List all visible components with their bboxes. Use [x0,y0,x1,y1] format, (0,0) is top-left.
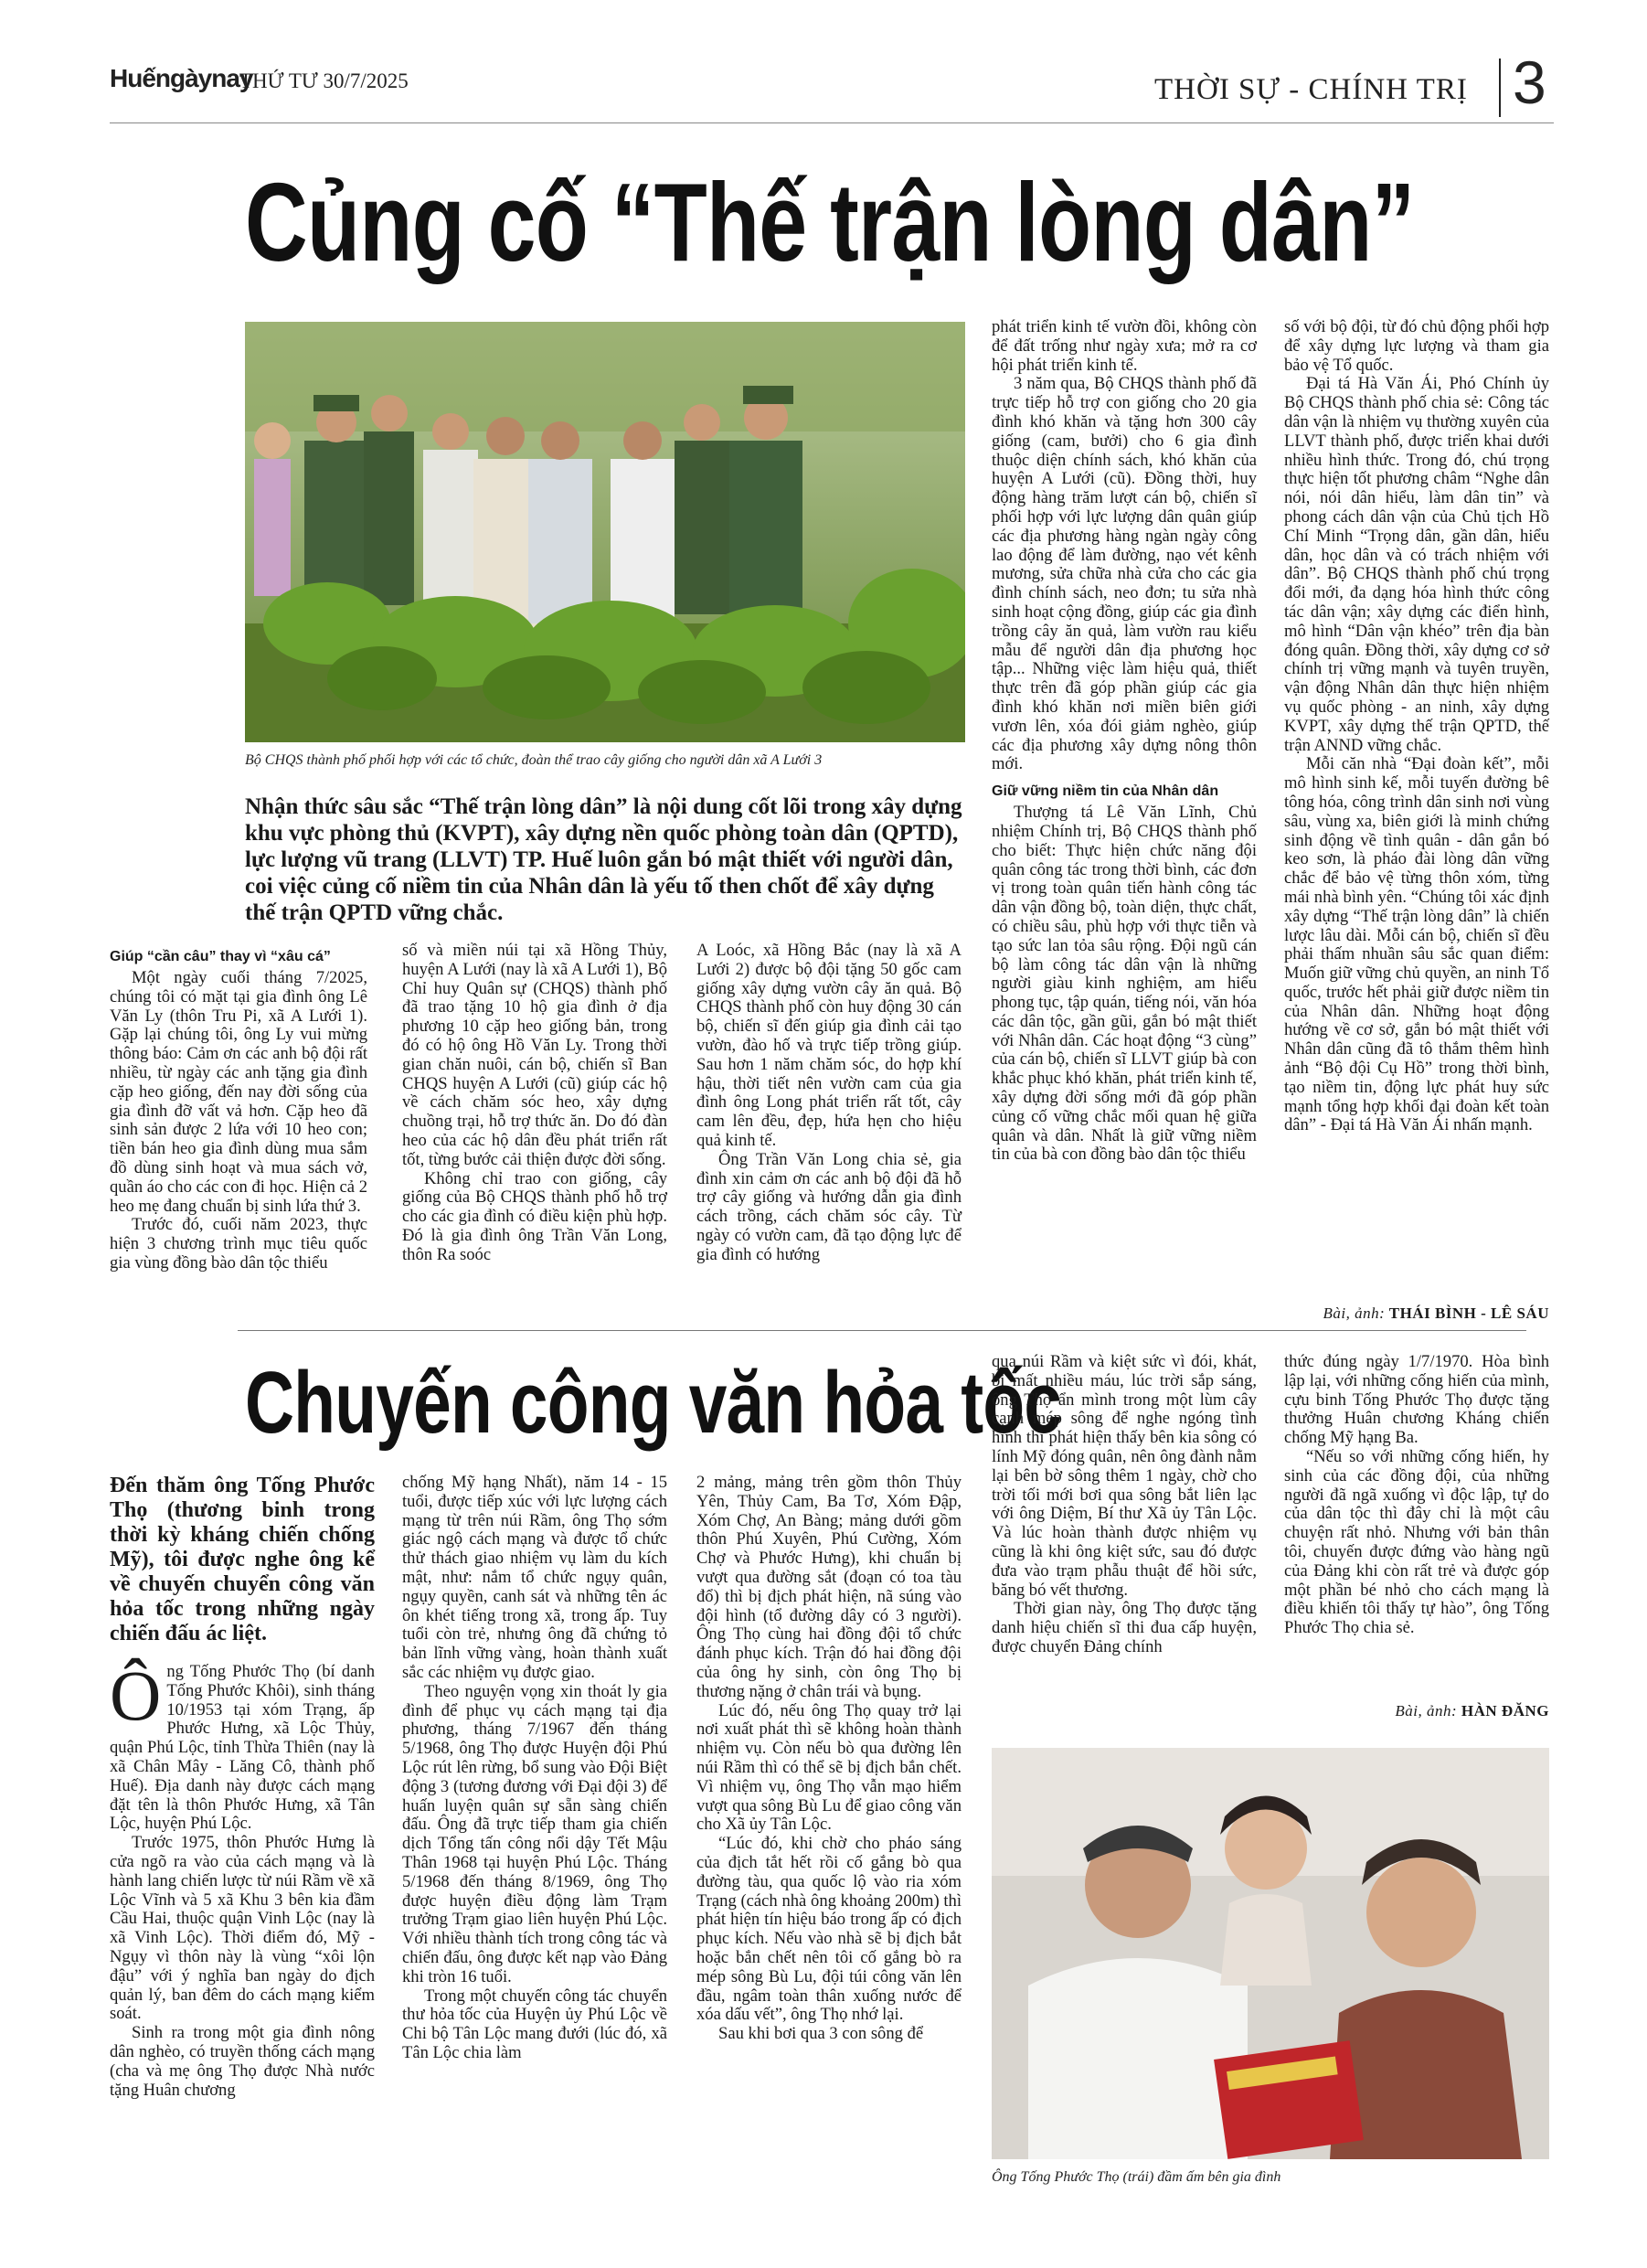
article1-photo [245,322,965,742]
paragraph-text: ng Tống Phước Thọ (bí danh Tống Phước Khôi), sinh tháng 10/1953 tại xóm Trạng, ấp Phước Hưng, xã Lộc Thủy, quận Phú Lộc, tỉnh Thừa Thiên (nay là xã Chân Mây - Lăng Cô, thành phố Huế). Địa danh này được cách mạng đặt tên là thôn Phước Hưng, xã Tân Lộc, huyện Phú Lộc. [110,1662,375,1834]
article1-lead: Nhận thức sâu sắc “Thế trận lòng dân” là nội dung cốt lõi trong xây dựng khu vực phòng thủ (KVPT), xây dựng nền quốc phòng toàn dân (QPTD), lực lượng vũ trang (LLVT) TP. Huế luôn gắn bó mật thiết với người dân, coi việc củng cố niềm tin của Nhân dân là yếu tố then chốt để xây dựng thế trận QPTD vững chắc. [245,794,962,925]
paragraph: A Loóc, xã Hồng Bắc (nay là xã A Lưới 2) được bộ đội tặng 50 gốc cam giống xây dựng vườn cây ăn quả. Bộ CHQS thành phố còn huy động 30 cán bộ, chiến sĩ đến giúp gia đình cải tạo vườn, đào hố và trực tiếp trồng giúp. Sau hơn 1 năm chăm sóc, do hợp khí hậu, thời tiết nên vườn cam của gia đình ông Long phát triển rất tốt, cây cam lên đều, đẹp, hứa hẹn cho hiệu quả kinh tế. [696,941,962,1150]
paragraph: Ông Trần Văn Long chia sẻ, gia đình xin cảm ơn các anh bộ đội đã hỗ trợ cây giống và hướng dẫn gia đình cách trồng, cách chăm sóc cây. Từ ngày có vườn cam, đã tạo động lực để gia đình có hướng [696,1149,962,1264]
article2-column-4 [992,1353,1257,1657]
paragraph: Theo nguyện vọng xin thoát ly gia đình để phục vụ cách mạng tại địa phương, tháng 7/1967 đến tháng 5/1968, ông Thọ được Huyện đội Phú Lộc rút lên rừng, bổ sung vào Đội Biệt động 3 (tương đương với Đại đội 3) để huấn luyện quân sự sẵn sàng chiến đấu. Ông đã trực tiếp tham gia chiến dịch Tổng tấn công nổi dậy Tết Mậu Thân 1968 tại huyện Phú Lộc. Tháng 5/1968 đến tháng 8/1969, ông Thọ được huyện điều động làm Trạm trưởng Trạm giao liên huyện Phú Lộc. Với nhiều thành tích trong công tác và chiến đấu, ông được kết nạp vào Đảng khi tròn 16 tuổi. [402,1681,667,1986]
paragraph: Đại tá Hà Văn Ái, Phó Chính ủy Bộ CHQS thành phố chia sẻ: Công tác dân vận là nhiệm vụ thường xuyên của LLVT thành phố, được triển khai dưới nhiều hình thức. Trong đó, chú trọng thực hiện tốt phương châm “Nghe dân nói, nói dân hiểu, làm dân tin” và phong cách dân vận của Chủ tịch Hồ Chí Minh “Trọng dân, gần dân, hiểu dân, học dân và có trách nhiệm với dân”. Bộ CHQS thành phố chú trọng đổi mới, đa dạng hóa hình thức công tác dân vận; xây dựng các điển hình, mô hình “Dân vận khéo” trên địa bàn đóng quân. Đồng thời, xây dựng cơ sở chính trị vững mạnh và tuyên truyền, vận động Nhân dân thực hiện nhiệm vụ quốc phòng - an ninh, xây dựng KVPT, xây dựng thế trận QPTD, thế trận ANND vững chắc. [1284,374,1549,755]
paragraph: thức đúng ngày 1/7/1970. Hòa bình lập lại, với những cống hiến của mình, cựu binh Tống Phước Thọ được tặng thưởng Huân chương Kháng chiến chống Mỹ hạng Ba. [1284,1352,1549,1448]
page-number: 3 [1513,48,1546,116]
paragraph: chống Mỹ hạng Nhất), năm 14 - 15 tuổi, được tiếp xúc với lực lượng cách mạng từ trên núi Rầm, ông Thọ sớm giác ngộ cách mạng và được tổ chức thử thách giao nhiệm vụ làm du kích mật, như: nắm tổ chức ngụy quân, ngụy quyền, canh sát và những tên ác ôn khét tiếng trong xã, trong ấp. Tuy tuổi còn trẻ, nhưng ông đã chứng tỏ bản lĩnh vững vàng, hoàn thành xuất sắc các nhiệm vụ được giao. [402,1473,667,1682]
paragraph: Sau khi bơi qua 3 con sông để [718,2024,924,2044]
byline-label: Bài, ảnh: [1395,1702,1458,1720]
article1-column-2 [402,942,667,1265]
paragraph: Mỗi căn nhà “Đại đoàn kết”, mỗi mô hình sinh kế, mỗi tuyến đường bê tông hóa, công trình dân sinh nơi vùng sâu, vùng xa, biên giới là minh chứng sinh động về tình quân - dân gắn bó keo sơn, là pháo đài lòng dân vững chắc để bảo vệ từng thôn xóm, từng mái nhà bình yên. “Chúng tôi xác định xây dựng “Thế trận lòng dân” là chiến lược lâu dài. Mỗi cán bộ, chiến sĩ đều phải thấm nhuần sâu sắc quan điểm: Muốn giữ vững chủ quyền, an ninh Tổ quốc, trước hết phải giữ được niềm tin của Nhân dân. Những hoạt động hướng về cơ sở, gắn bó mật thiết với Nhân dân cũng đã tô thắm thêm hình ảnh “Bộ đội Cụ Hồ” trong thời bình, tạo niềm tin, động lực phát huy sức mạnh tổng hợp khối đại đoàn kết toàn dân” - Đại tá Hà Văn Ái nhấn mạnh. [1284,754,1549,1135]
paragraph: qua núi Rầm và kiệt sức vì đói, khát, bị mất nhiều máu, lúc trời sắp sáng, ông Thọ ẩn mình trong một lùm cây cạnh mép sông để nghe ngóng tình hình thì phát hiện thấy bên kia sông có lính Mỹ đóng quân, nên ông đành nằm lại bên bờ sông thêm 1 ngày, chờ cho trời tối mới bơi qua sông bắt liên lạc với ông Diệm, Bí thư Xã ủy Tân Lộc. Và lúc hoàn thành được nhiệm vụ cũng là khi ông kiệt sức, sau đó được đưa vào trạm phẫu thuật để hồi sức, băng bó vết thương. [992,1352,1257,1600]
article2-byline [1307,1702,1549,1720]
subheading-fishing-rod: Giúp “cần câu” thay vì “xâu cá” [110,949,331,964]
paragraph: Thời gian này, ông Thọ được tặng danh hiệu chiến sĩ thi đua cấp huyện, được chuyển Đảng chính [992,1599,1257,1656]
dropcap: Ô [110,1656,162,1735]
masthead-divider [1499,59,1501,117]
paragraph: Thượng tá Lê Văn Lĩnh, Chủ nhiệm Chính trị, Bộ CHQS thành phố cho biết: Thực hiện chức năng đội quân công tác trong thời bình, các đơn vị trong toàn quân tiến hành công tác dân vận đồng bộ, toàn diện, thực chất, có chiều sâu, phù hợp với thực tiễn và tạo sức lan tỏa sâu rộng. Đội ngũ cán bộ làm công tác dân vận là những người giàu kinh nghiệm, am hiểu phong tục, tập quán, tiếng nói, văn hóa các dân tộc, gần gũi, gắn bó mật thiết với Nhân dân. Các hoạt động “3 cùng” của cán bộ, chiến sĩ LLVT giúp bà con khắc phục khó khăn, phát triển kinh tế, xây dựng đời sống mới đã góp phần củng cố vững chắc mối quan hệ giữa quân và dân. Nhất là giữ vững niềm tin của bà con đồng bào dân tộc thiểu [992,803,1257,1165]
article2-column-5 [1284,1353,1549,1638]
article2-lead: Đến thăm ông Tống Phước Thọ (thương binh trong thời kỳ kháng chiến chống Mỹ), tôi được nghe ông kể về chuyến chuyển công văn hỏa tốc trong những ngày chiến đấu ác liệt. [110,1474,375,1645]
header-rule [110,122,1554,123]
paragraph: Lúc đó, nếu ông Thọ quay trở lại nơi xuất phát thì sẽ không hoàn thành nhiệm vụ. Còn nếu bò qua đường lên núi Rầm thì có thể sẽ bị địch bắn chết. Vì nhiệm vụ, ông Thọ vẫn mạo hiểm vượt qua sông Bù Lu để giao công văn cho Xã ủy Tân Lộc. [696,1700,962,1835]
masthead-logo: Huếngàynay [110,64,253,92]
paragraph: số và miền núi tại xã Hồng Thủy, huyện A Lưới (nay là xã A Lưới 1), Bộ Chỉ huy Quân sự (CHQS) thành phố đã trao tặng 10 hộ gia đình ở địa phương 10 cặp heo giống bản, trong đó có hộ ông Hồ Văn Ly. Trong thời gian chăn nuôi, cán bộ, chiến sĩ Ban CHQS huyện A Lưới (cũ) giúp các hộ về cách chăm sóc heo, xây dựng chuồng trại, hỗ trợ thức ăn. Do đó đàn heo của các hộ dân đều phát triển rất tốt, từng bước cải thiện được đời sống. [402,941,667,1169]
byline-label: Bài, ảnh: [1323,1304,1386,1322]
issue-date: THỨ TƯ 30/7/2025 [239,69,409,92]
article1-photo-caption: Bộ CHQS thành phố phối hợp với các tổ chức, đoàn thể trao cây giống cho người dân xã A Lưới 3 [245,752,823,768]
article2-headline: Chuyến công văn hỏa tốc [245,1354,1062,1452]
article2-photo-caption: Ông Tống Phước Thọ (trái) đầm ấm bên gia đình [992,2169,1281,2185]
article-separator [238,1330,1526,1331]
article1-column-1 [110,940,367,1273]
article1-byline [1307,1304,1549,1323]
paragraph: “Lúc đó, khi chờ cho pháo sáng của địch tắt hết rồi cố gắng bò qua đường tàu, qua quốc lộ vào ria xóm Trạng (cách nhà ông khoảng 200m) thì phát hiện tín hiệu báo trong ấp có địch phục kích. Nếu vào nhà sẽ bị địch bắt hoặc bắn chết nên tôi cố gắng bò ra mép sông Bù Lu, đội túi công văn lên đầu, ngâm toàn thân xuống nước để xóa dấu vết”, ông Thọ nhớ lại. [696,1834,962,2025]
article1-column-4 [992,318,1257,1165]
paragraph: Không chỉ trao con giống, cây giống của Bộ CHQS thành phố hỗ trợ cho các gia đình có điều kiện phù hợp. Đó là gia đình ông Trần Văn Long, thôn Ra soóc [402,1168,667,1264]
subheading-trust: Giữ vững niềm tin của Nhân dân [992,783,1219,800]
paragraph: Trước 1975, thôn Phước Hưng là cửa ngõ ra vào của cách mạng và là hành lang chiến lược từ núi Rầm về xã Lộc Vĩnh và 5 xã Khu 3 bên kia đầm Cầu Hai, thuộc quận Vinh Lộc (nay là xã Vinh Lộc). Thời điểm đó, Mỹ - Ngụy vì thôn này là vùng “xôi lộn đậu” với ý nghĩa ban ngày do địch quản lý, ban đêm do cách mạng kiểm soát. [110,1833,375,2024]
article1-headline: Củng cố “Thế trận lòng dân” [245,160,1415,284]
paragraph: phát triển kinh tế vườn đồi, không còn để đất trống như ngày xưa; mở ra cơ hội phát triển kinh tế. [992,317,1257,375]
paragraph [110,1656,375,1834]
article1-column-5 [1284,318,1549,1135]
article2-column-3 [696,1474,962,2044]
article1-column-3 [696,942,962,1265]
paragraph: “Nếu so với những cống hiến, hy sinh của các đồng đội, của những người đã ngã xuống vì độc lập, tự do của dân tộc thì đây chỉ là một câu chuyện rất nhỏ. Nhưng với bản thân tôi, chuyến được đứng vào hàng ngũ của Đảng khi còn rất trẻ và được góp một phần bé nhỏ cho cách mạng là điều khiến tôi thấy tự hào”, ông Tống Phước Thọ chia sẻ. [1284,1446,1549,1638]
paragraph: Sinh ra trong một gia đình nông dân nghèo, có truyền thống cách mạng (cha và mẹ ông Thọ được Nhà nước tặng Huân chương [110,2023,375,2100]
byline-name: THÁI BÌNH - LÊ SÁU [1388,1304,1549,1322]
article2-photo [992,1748,1549,2159]
article2-column-2 [402,1474,667,2063]
byline-name: HÀN ĐĂNG [1461,1702,1549,1720]
paragraph: số với bộ đội, từ đó chủ động phối hợp để xây dựng lực lượng và tham gia bảo vệ Tổ quốc. [1284,317,1549,375]
paragraph: 3 năm qua, Bộ CHQS thành phố đã trực tiếp hỗ trợ con giống cho 20 gia đình khó khăn và tặng hơn 300 cây giống (cam, bưởi) cho 6 gia đình thuộc diện chính sách, khó khăn của huyện A Lưới (cũ). Đồng thời, huy động hàng trăm lượt cán bộ, chiến sĩ phối hợp với lực lượng dân quân giúp các địa phương hàng ngàn ngày công lao động để làm đường, nạo vét kênh mương, sửa chữa nhà cửa cho các gia đình chính sách, neo đơn; tu sửa nhà sinh hoạt cộng đồng, giúp các gia đình trồng cây ăn quả, làm vườn rau kiểu mẫu để người dân địa phương học tập... Những việc làm hiệu quả, thiết thực trên đã góp phần giúp các gia đình khó khăn nơi miền biên giới vươn lên, xóa đói giảm nghèo, giúp các địa phương xây dựng nông thôn mới. [992,374,1257,774]
paragraph: Trước đó, cuối năm 2023, thực hiện 3 chương trình mục tiêu quốc gia vùng đồng bào dân tộc thiểu [110,1215,367,1272]
paragraph: 2 mảng, mảng trên gồm thôn Thủy Yên, Thủy Cam, Ba Tơ, Xóm Đập, Xóm Chợ, An Bàng; mảng dưới gồm thôn Phú Xuyên, Phú Cường, Xóm Chợ và Phước Hưng), khi chuẩn bị vượt qua đường sắt (đoạn có toa tàu đổ) thì bị địch phát hiện, nã súng vào đội hình (tổ đường dây có 3 người). Ông Thọ cùng hai đồng đội tổ chức đánh phục kích. Trận đó hai đồng đội của ông hy sinh, còn ông Thọ bị thương nặng ở chân trái và bụng. [696,1473,962,1701]
section-title: THỜI SỰ - CHÍNH TRỊ [1154,73,1468,106]
paragraph: Trong một chuyến công tác chuyển thư hỏa tốc của Huyện ủy Phú Lộc về Chi bộ Tân Lộc mang đưới (lúc đó, xã Tân Lộc chia làm [402,1986,667,2062]
article2-column-1 [110,1474,375,2100]
paragraph: Một ngày cuối tháng 7/2025, chúng tôi có mặt tại gia đình ông Lê Văn Ly (thôn Tru Pi, xã A Lưới 1). Gặp lại chúng tôi, ông Ly vui mừng thông báo: Cảm ơn các anh bộ đội rất nhiều, từ ngày các anh tặng gia đình cặp heo giống, đến nay đời sống của gia đình đỡ vất vả hơn. Cặp heo đã sinh sản được 2 lứa với 10 heo con; tiền bán heo gia đình dùng mua sắm đồ dùng sinh hoạt và mua sách vở, quần áo cho các con đi học. Hiện cả 2 heo mẹ đang chuẩn bị sinh lứa thứ 3. [110,968,367,1216]
